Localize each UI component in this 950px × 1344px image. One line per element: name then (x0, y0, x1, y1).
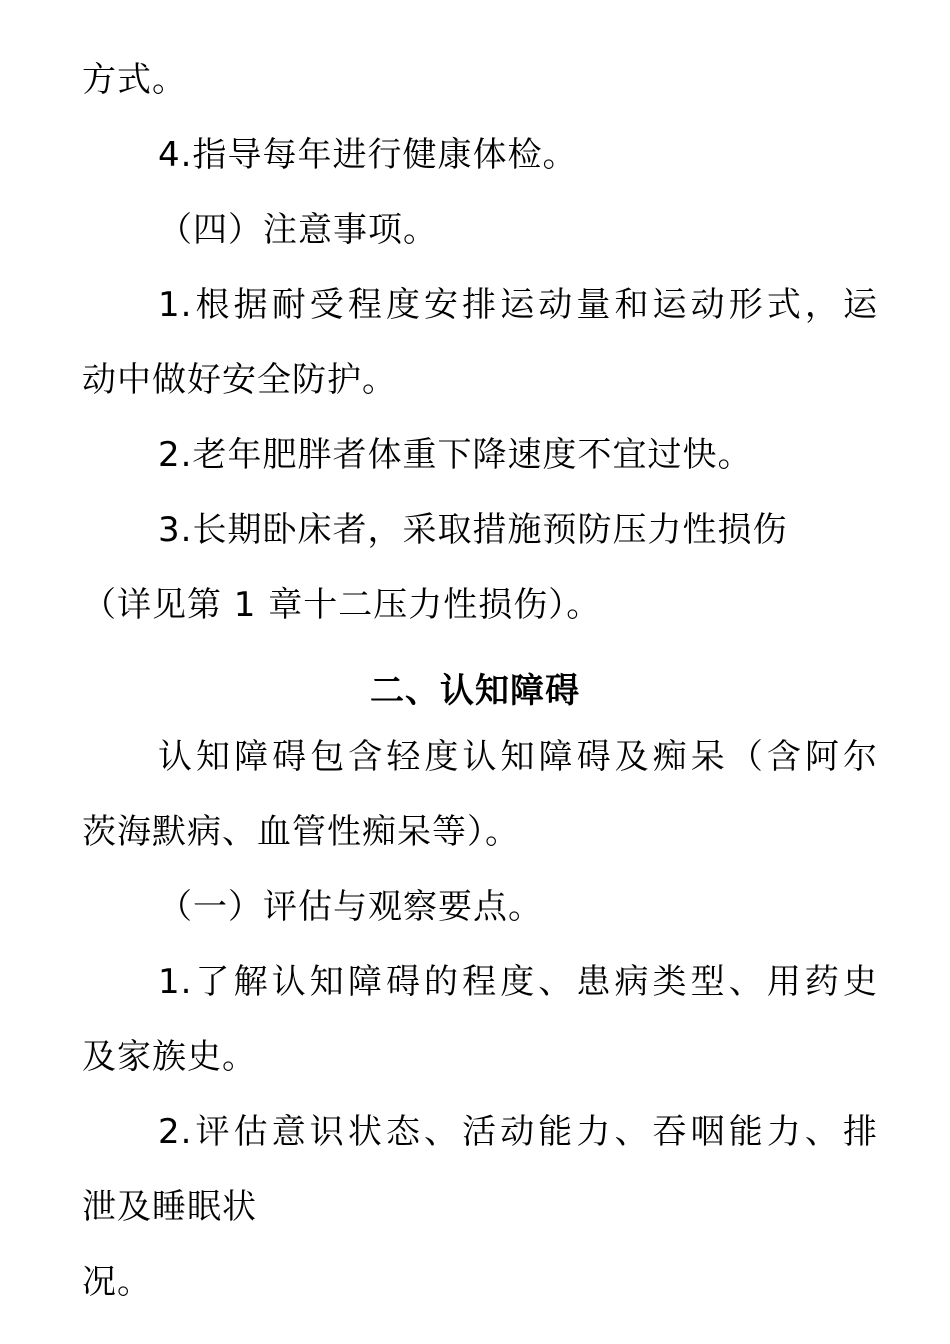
list-item-line: 4.指导每年进行健康体检。 (158, 135, 578, 175)
paragraph-line: 况。 (82, 1262, 152, 1302)
subheading: （一）评估与观察要点。 (158, 887, 543, 927)
paragraph-line: 及家族史。 (82, 1037, 257, 1077)
paragraph-line: 方式。 (82, 60, 187, 100)
section-heading: 二、认知障碍 (370, 671, 580, 711)
subheading: （四）注意事项。 (158, 210, 438, 250)
list-item-line: 2.评估意识状态、活动能力、吞咽能力、排 (158, 1112, 878, 1152)
paragraph-line: 泄及睡眠状 (82, 1187, 257, 1227)
list-item-line: 3.长期卧床者，采取措施预防压力性损伤 (158, 510, 788, 550)
paragraph-line: 认知障碍包含轻度认知障碍及痴呆（含阿尔 (158, 737, 878, 777)
paragraph-line: （详见第 1 章十二压力性损伤）。 (82, 585, 602, 625)
list-item-line: 2.老年肥胖者体重下降速度不宜过快。 (158, 435, 753, 475)
list-item-line: 1.了解认知障碍的程度、患病类型、用药史 (158, 962, 878, 1002)
list-item-line: 1.根据耐受程度安排运动量和运动形式，运 (158, 285, 878, 325)
paragraph-line: 动中做好安全防护。 (82, 360, 397, 400)
paragraph-line: 茨海默病、血管性痴呆等）。 (82, 812, 520, 852)
